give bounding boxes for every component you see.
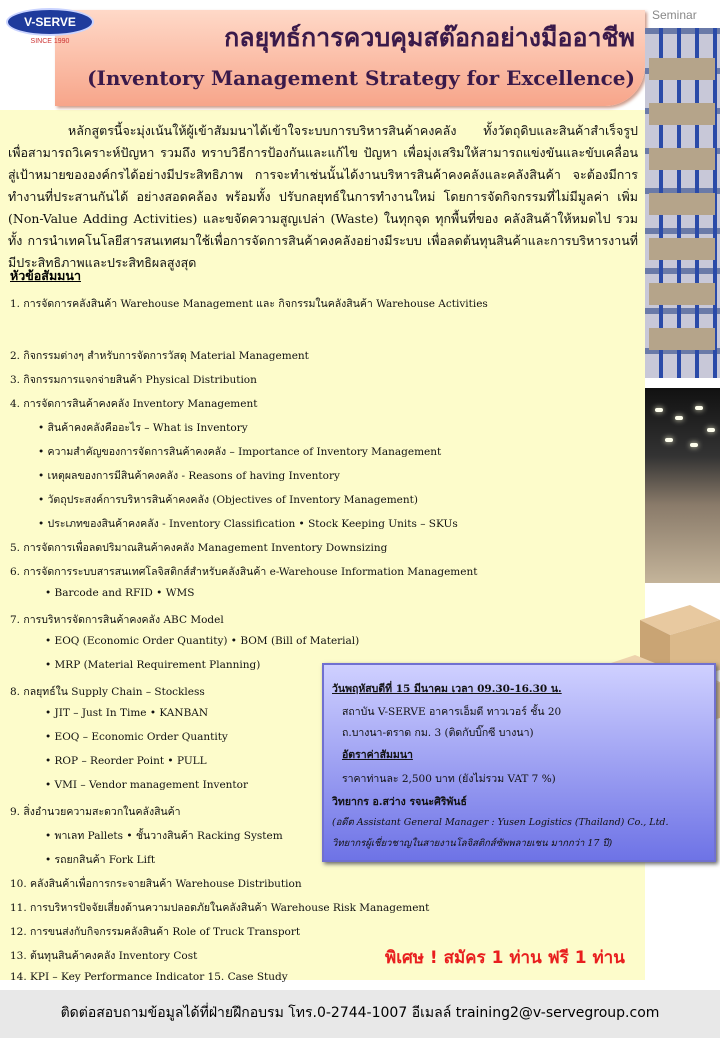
warehouse-interior-photo [645, 388, 720, 583]
seminar-label: Seminar [652, 8, 697, 22]
topic-line: 6. การจัดการระบบสารสนเทศโลจิสติกส์สำหรับคลังสินค้า e-Warehouse Information Management [10, 566, 478, 578]
topic-line: 5. การจัดการเพื่อลดปริมาณสินค้าคงคลัง Management Inventory Downsizing [10, 542, 388, 554]
fee-value: ราคาท่านละ 2,500 บาท (ยังไม่รวม VAT 7 %) [342, 773, 556, 785]
topic-sub-line: • สินค้าคงคลังคืออะไร – What is Inventory [38, 422, 248, 434]
topic-line: 9. สิ่งอำนวยความสะดวกในคลังสินค้า [10, 806, 181, 818]
topic-line: 11. การบริหารปัจจัยเสี่ยงด้านความปลอดภัยในคลังสินค้า Warehouse Risk Management [10, 902, 430, 914]
topic-sub-line: • ความสำคัญของการจัดการสินค้าคงคลัง – Importance of Inventory Management [38, 446, 442, 458]
topic-sub-line: • ประเภทของสินค้าคงคลัง - Inventory Classification • Stock Keeping Units – SKUs [38, 518, 458, 530]
topic-line: 12. การขนส่งกับกิจกรรมคลังสินค้า Role of Truck Transport [10, 926, 301, 938]
topic-line: 3. กิจกรรมการแจกจ่ายสินค้า Physical Distribution [10, 374, 257, 386]
topic-sub-line: • เหตุผลของการมีสินค้าคงคลัง - Reasons of having Inventory [38, 470, 340, 482]
topic-line: 2. กิจกรรมต่างๆ สำหรับการจัดการวัสดุ Material Management [10, 350, 309, 362]
title-thai: กลยุทธ์การควบคุมสต๊อกอย่างมืออาชีพ [224, 23, 635, 52]
topic-line: 10. คลังสินค้าเพื่อการกระจายสินค้า Warehouse Distribution [10, 878, 302, 890]
topic-sub-line: • ROP – Reorder Point • PULL [45, 755, 207, 767]
topic-line: 4. การจัดการสินค้าคงคลัง Inventory Management [10, 398, 258, 410]
topic-sub-line: • รถยกสินค้า Fork Lift [45, 854, 156, 866]
topic-line: 7. การบริหารจัดการสินค้าคงคลัง ABC Model [10, 614, 224, 626]
logo-since: SINCE 1990 [30, 38, 70, 45]
topic-sub-line: • Barcode and RFID • WMS [45, 587, 195, 599]
topic-sub-line: • EOQ (Economic Order Quantity) • BOM (Bill of Material) [45, 635, 360, 647]
topic-line: 14. KPI – Key Performance Indicator 15. Case Study [10, 971, 288, 983]
topic-sub-line: • วัตถุประสงค์การบริหารสินค้าคงคลัง (Objectives of Inventory Management) [38, 494, 418, 506]
topic-sub-line: • MRP (Material Requirement Planning) [45, 659, 261, 671]
topics-heading: หัวข้อสัมมนา [10, 268, 81, 283]
topic-line: 13. ต้นทุนสินค้าคงคลัง Inventory Cost [10, 950, 198, 962]
vserve-logo [6, 8, 96, 44]
topic-sub-line: • EOQ – Economic Order Quantity [45, 731, 228, 743]
event-date: วันพฤหัสบดีที่ 15 มีนาคม เวลา 09.30-16.30 น. [332, 683, 562, 695]
intro-paragraph: หลักสูตรนี้จะมุ่งเน้นให้ผู้เข้าสัมมนาได้เข้าใจระบบการบริหารสินค้าคงคลัง ทั้งวัตถุดิบและสินค้าสำเร็จรูป เพื่อสามารถวิเคราะห์ปัญหา รวมถึง ทราบวิธีการป้องกันและแก้ไข ปัญหา เพื่อมุ่งเสริมให้สามารถแข่งขันและขับเคลื่อนสู่เป้าหมายขององค์กรได้อย่างมีประสิทธิภาพ การจะทำเช่นนั้นได้งานบริหารสินค้าคงคลังและคลังสินค้า จะต้องมีการทำงานที่ประสานกันได้ อย่างสอดคล้อง พร้อมทั้ง ปรับกลยุทธ์ในการทำงานใหม่ โดยการจัดกิจกรรมที่ไม่มีมูลค่า เพิ่ม (Non-Value Adding Activities) และขจัดความสูญเปล่า (Waste) ในทุกจุด ทุกพื้นที่ของ คลังสินค้าให้หมดไป รวมทั้ง การนำเทคโนโลยีสารสนเทศมาใช้เพื่อการจัดการสินค้าคงคลังอย่างมีระบบ เพื่อลดต้นทุนสินค้าและการบริหารงานที่มีประสิทธิภาพและประสิทธิผลสูงสุด [8, 123, 638, 270]
topic-line: 1. การจัดการคลังสินค้า Warehouse Management และ กิจกรรมในคลังสินค้า Warehouse Activities [10, 298, 488, 310]
warehouse-racks-photo [645, 28, 720, 378]
speaker-name: วิทยากร อ.สว่าง รจนะศิริพันธ์ [332, 796, 467, 808]
title-english: (Inventory Management Strategy for Excellence) [87, 66, 635, 90]
special-offer: พิเศษ ! สมัคร 1 ท่าน ฟรี 1 ท่าน [385, 948, 625, 968]
topic-sub-line: • VMI – Vendor management Inventor [45, 779, 248, 791]
logo-text: V-SERVE [6, 8, 94, 36]
venue-line-2: ถ.บางนา-ตราด กม. 3 (ติดกับบิ๊กซี บางนา) [342, 727, 534, 739]
contact-info: ติดต่อสอบถามข้อมูลได้ที่ฝ่ายฝึกอบรม โทร.0-2744-1007 อีเมลล์ training2@v-servegroup.com [60, 1005, 660, 1021]
topic-sub-line: • JIT – Just In Time • KANBAN [45, 707, 209, 719]
fee-heading: อัตราค่าสัมมนา [342, 749, 413, 761]
venue-line-1: สถาบัน V-SERVE อาคารเอ็มดี ทาวเวอร์ ชั้น 20 [342, 706, 562, 718]
topic-sub-line: • พาเลท Pallets • ชั้นวางสินค้า Racking System [45, 830, 283, 842]
speaker-title: (อดีต Assistant General Manager : Yusen Logistics (Thailand) Co., Ltd. [332, 817, 669, 828]
speaker-description: วิทยากรผู้เชี่ยวชาญในสายงานโลจิสติกส์ซัพพลายเชน มากกว่า 17 ปี) [332, 838, 613, 849]
topic-line: 8. กลยุทธ์ใน Supply Chain – Stockless [10, 686, 205, 698]
